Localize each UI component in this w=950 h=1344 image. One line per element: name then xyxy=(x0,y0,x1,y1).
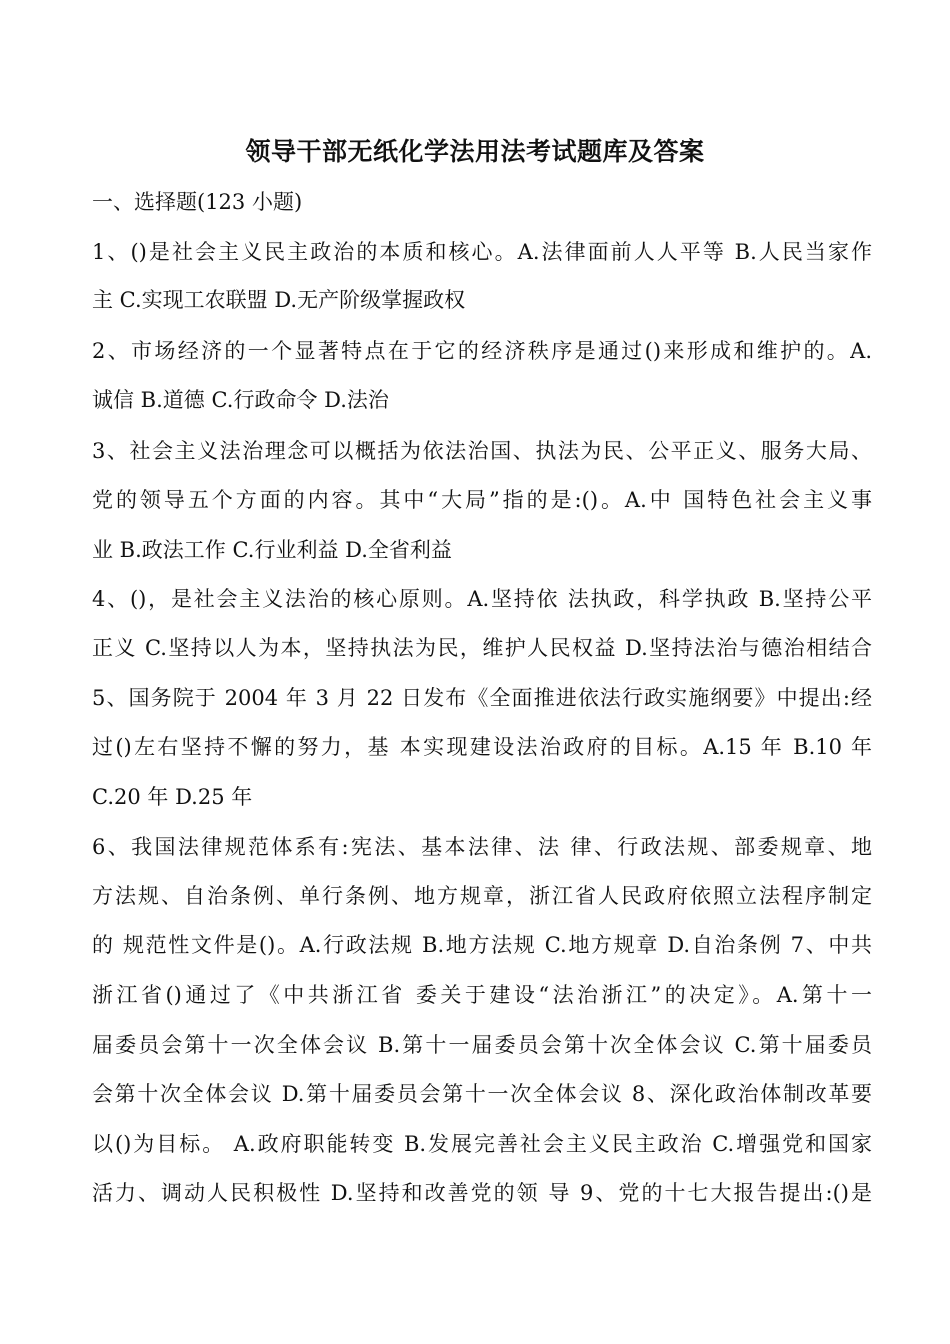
text-line: 以()为目标。 A.政府职能转变 B.发展完善社会主义民主政治 C.增强党和国家 xyxy=(92,1132,872,1156)
text-line: 过()左右坚持不懈的努力，基 本实现建设法治政府的目标。A.15 年 B.10 年 xyxy=(92,735,872,759)
text-line: 1、()是社会主义民主政治的本质和核心。A.法律面前人人平等 B.人民当家作 xyxy=(92,240,872,264)
text-line: 4、()，是社会主义法治的核心原则。A.坚持依 法执政，科学执政 B.坚持公平 xyxy=(92,587,872,611)
section-heading: 一、选择题(123 小题) xyxy=(92,190,303,214)
document-title: 领导干部无纸化学法用法考试题库及答案 xyxy=(245,137,705,166)
text-line: 党的领导五个方面的内容。其中“大局”指的是:()。A.中 国特色社会主义事 xyxy=(92,488,872,512)
text-line: 届委员会第十一次全体会议 B.第十一届委员会第十次全体会议 C.第十届委员 xyxy=(92,1033,872,1057)
text-line: 的 规范性文件是()。A.行政法规 B.地方法规 C.地方规章 D.自治条例 7、中共 xyxy=(92,933,872,957)
text-line: 浙江省()通过了《中共浙江省 委关于建设“法治浙江”的决定》。A.第十一 xyxy=(92,983,872,1007)
text-line: 5、国务院于 2004 年 3 月 22 日发布《全面推进依法行政实施纲要》中提出:经 xyxy=(92,686,872,710)
text-line: 活力、调动人民积极性 D.坚持和改善党的领 导 9、党的十七大报告提出:()是 xyxy=(92,1181,872,1205)
text-line: 主 C.实现工农联盟 D.无产阶级掌握政权 xyxy=(92,288,466,312)
text-line: 会第十次全体会议 D.第十届委员会第十一次全体会议 8、深化政治体制改革要 xyxy=(92,1082,872,1106)
text-line: 6、我国法律规范体系有:宪法、基本法律、法 律、行政法规、部委规章、地 xyxy=(92,835,872,859)
text-line: 3、社会主义法治理念可以概括为依法治国、执法为民、公平正义、服务大局、 xyxy=(92,439,872,463)
text-line: 诚信 B.道德 C.行政命令 D.法治 xyxy=(92,388,389,412)
text-line: 2、市场经济的一个显著特点在于它的经济秩序是通过()来形成和维护的。A. xyxy=(92,339,872,363)
text-line: 方法规、自治条例、单行条例、地方规章，浙江省人民政府依照立法程序制定 xyxy=(92,884,872,908)
text-line: 业 B.政法工作 C.行业利益 D.全省利益 xyxy=(92,538,452,562)
text-line: C.20 年 D.25 年 xyxy=(92,785,253,809)
text-line: 正义 C.坚持以人为本，坚持执法为民，维护人民权益 D.坚持法治与德治相结合 xyxy=(92,636,872,660)
